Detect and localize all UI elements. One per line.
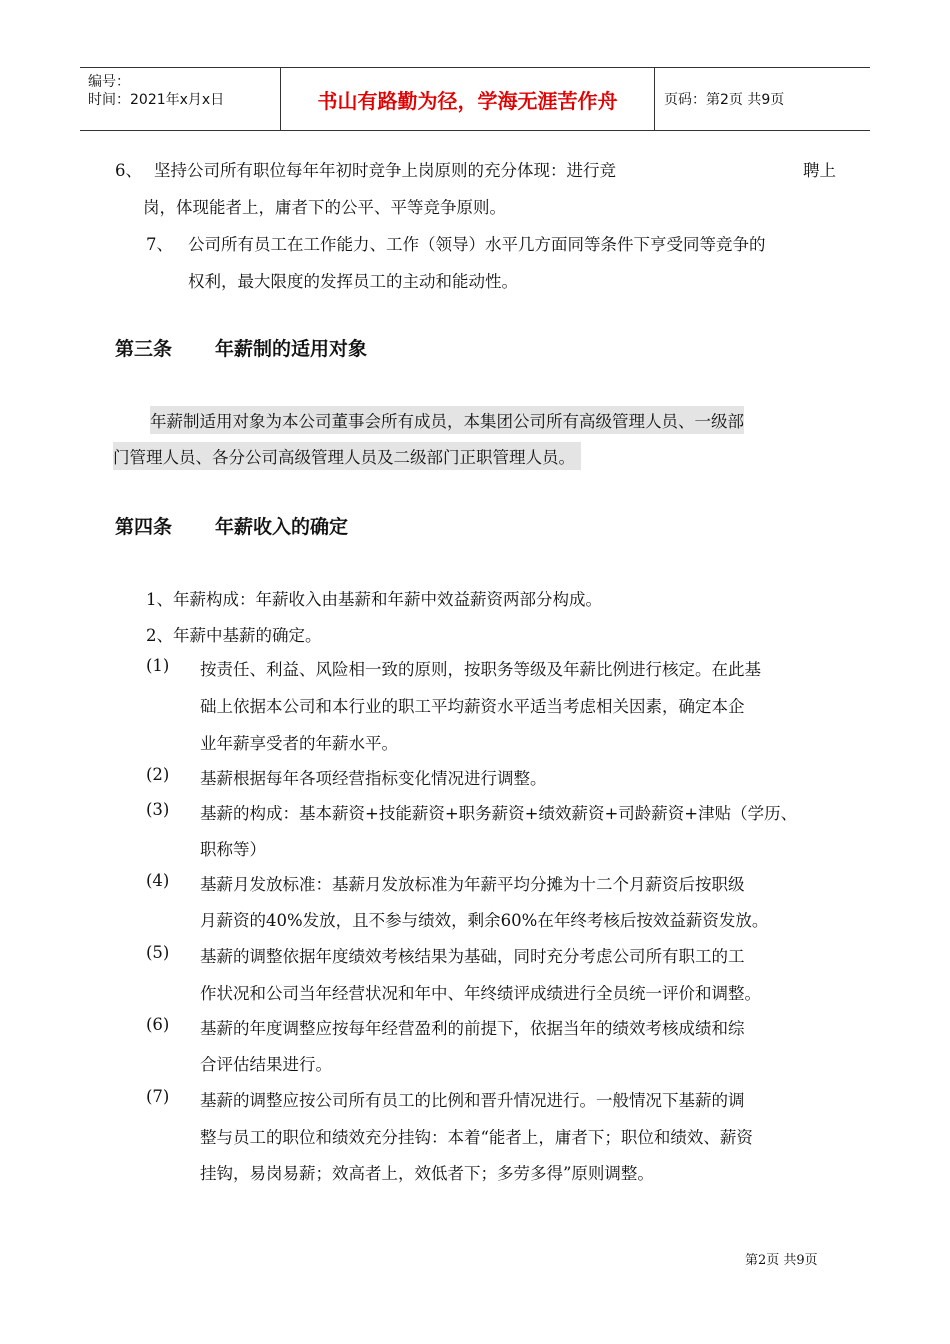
principle-6-line-2: 岗，体现能者上，庸者下的公平、平等竞争原则。 bbox=[143, 198, 506, 217]
page-footer: 第2页 共9页 bbox=[745, 1253, 818, 1268]
sub-item-line: 月薪资的40%发放，且不参与绩效，剩余60%在年终考核后按效益薪资发放。 bbox=[200, 911, 769, 930]
sub-item-line: 整与员工的职位和绩效充分挂钩：本着“能者上，庸者下；职位和绩效、薪资 bbox=[200, 1128, 753, 1147]
sub-item-line: 基薪的构成：基本薪资+技能薪资+职务薪资+绩效薪资+司龄薪资+津贴（学历、 bbox=[200, 804, 798, 823]
principle-7-line-2: 权利，最大限度的发挥员工的主动和能动性。 bbox=[188, 272, 518, 291]
principle-6-line-1-tail: 聘上 bbox=[803, 161, 836, 180]
article-4-number: 第四条 bbox=[115, 516, 173, 538]
header-page-info: 页码：第2页 共9页 bbox=[664, 92, 785, 108]
sub-item-line: 基薪月发放标准：基薪月发放标准为年薪平均分摊为十二个月薪资后按职级 bbox=[200, 875, 745, 894]
sub-item-number: (2) bbox=[146, 765, 170, 784]
article-4-item-1: 1、年薪构成：年薪收入由基薪和年薪中效益薪资两部分构成。 bbox=[146, 590, 602, 609]
page-header bbox=[80, 67, 870, 131]
sub-item-line: 基薪的调整依据年度绩效考核结果为基础，同时充分考虑公司所有职工的工 bbox=[200, 947, 745, 966]
document-time-label: 时间：2021年x月x日 bbox=[88, 92, 225, 108]
article-3-line-1: 年薪制适用对象为本公司董事会所有成员，本集团公司所有高级管理人员、一级部 bbox=[150, 406, 744, 434]
sub-item-line: 业年薪享受者的年薪水平。 bbox=[200, 734, 398, 753]
sub-item-number: (5) bbox=[146, 943, 170, 962]
sub-item-line: 基薪的年度调整应按每年经营盈利的前提下，依据当年的绩效考核成绩和综 bbox=[200, 1019, 745, 1038]
sub-item-line: 挂钩，易岗易薪；效高者上，效低者下；多劳多得”原则调整。 bbox=[200, 1164, 654, 1183]
sub-item-number: (3) bbox=[146, 800, 170, 819]
principle-7-number: 7、 bbox=[146, 235, 173, 254]
principle-6-number: 6、 bbox=[115, 161, 142, 180]
sub-item-line: 基薪根据每年各项经营指标变化情况进行调整。 bbox=[200, 769, 547, 788]
principle-7-line-1: 公司所有员工在工作能力、工作（领导）水平几方面同等条件下亨受同等竞争的 bbox=[188, 235, 766, 254]
document-number-label: 编号： bbox=[88, 74, 130, 90]
sub-item-line: 按责任、利益、风险相一致的原则，按职务等级及年薪比例进行核定。在此基 bbox=[200, 660, 761, 679]
principle-6-line-1: 坚持公司所有职位每年年初时竞争上岗原则的充分体现：进行竞 bbox=[154, 161, 616, 180]
sub-item-number: (4) bbox=[146, 871, 170, 890]
header-meta-cell bbox=[80, 68, 281, 130]
sub-item-line: 作状况和公司当年经营状况和年中、年终绩评成绩进行全员统一评价和调整。 bbox=[200, 984, 761, 1003]
sub-item-number: (7) bbox=[146, 1087, 170, 1106]
article-3-title: 年薪制的适用对象 bbox=[215, 338, 368, 360]
sub-item-number: (6) bbox=[146, 1015, 170, 1034]
sub-item-line: 础上依据本公司和本行业的职工平均薪资水平适当考虑相关因素，确定本企 bbox=[200, 697, 745, 716]
sub-item-line: 合评估结果进行。 bbox=[200, 1055, 332, 1074]
sub-item-number: (1) bbox=[146, 656, 170, 675]
sub-item-line: 职称等） bbox=[200, 840, 266, 859]
article-3-number: 第三条 bbox=[115, 338, 173, 360]
header-motto: 书山有路勤为径，学海无涯苦作舟 bbox=[281, 68, 655, 130]
sub-item-line: 基薪的调整应按公司所有员工的比例和晋升情况进行。一般情况下基薪的调 bbox=[200, 1091, 745, 1110]
article-4-item-2: 2、年薪中基薪的确定。 bbox=[146, 626, 322, 645]
article-3-line-2: 门管理人员、各分公司高级管理人员及二级部门正职管理人员。 bbox=[113, 442, 581, 470]
article-4-title: 年薪收入的确定 bbox=[215, 516, 349, 538]
